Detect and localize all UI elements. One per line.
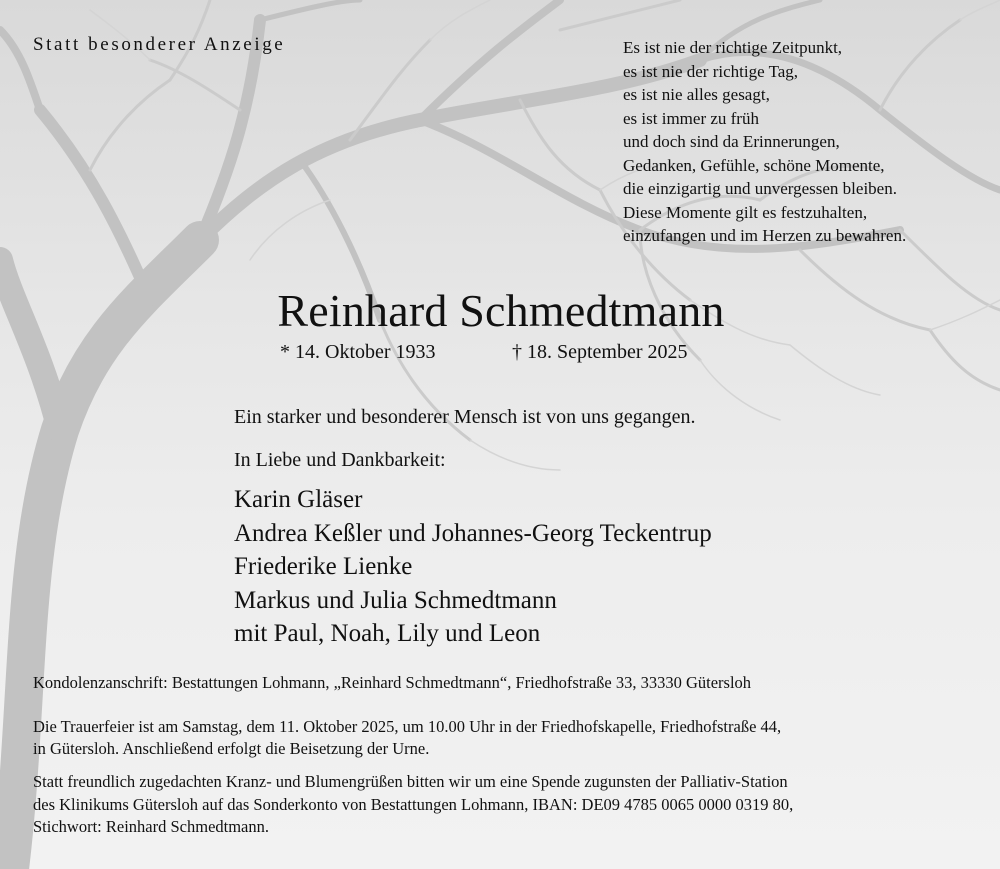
poem-line: die einzigartig und unvergessen bleiben. (623, 179, 897, 198)
memorial-statement: Ein starker und besonderer Mensch ist von uns gegangen. (234, 406, 696, 428)
family-list (234, 483, 712, 651)
poem-line: und doch sind da Erinnerungen, (623, 132, 840, 151)
funeral-line: in Gütersloh. Anschließend erfolgt die Beisetzung der Urne. (33, 738, 430, 758)
family-member: Andrea Keßler und Johannes-Georg Teckentrup (234, 519, 712, 547)
poem-line: Gedanken, Gefühle, schöne Momente, (623, 155, 885, 175)
notice-header: Statt besonderer Anzeige (33, 34, 286, 55)
family-member: mit Paul, Noah, Lily und Leon (234, 620, 541, 647)
funeral-details (33, 716, 983, 759)
poem-line: Es ist nie der richtige Zeitpunkt, (623, 38, 843, 57)
birth-date: * 14. Oktober 1933 (280, 341, 436, 363)
poem-line: es ist nie alles gesagt, (623, 85, 770, 104)
poem-line: es ist nie der richtige Tag, (623, 61, 799, 81)
donation-line: Statt freundlich zugedachten Kranz- und Blumengrüßen bitten wir um eine Spende zugunsten der Palliativ-Station (33, 772, 788, 791)
deceased-name: Reinhard Schmedtmann (277, 285, 725, 336)
death-date: † 18. September 2025 (512, 341, 688, 363)
funeral-line: Die Trauerfeier ist am Samstag, dem 11. Oktober 2025, um 10.00 Uhr in der Friedhofskapelle, Friedhofstraße 44, (33, 717, 782, 736)
family-member: Friederike Lienke (234, 553, 413, 580)
poem (623, 36, 906, 248)
family-intro: In Liebe und Dankbarkeit: (234, 449, 446, 471)
family-member: Karin Gläser (234, 486, 363, 513)
condolence-address: Kondolenzanschrift: Bestattungen Lohmann, „Reinhard Schmedtmann“, Friedhofstraße 33, 33330 Gütersloh (33, 673, 752, 692)
poem-line: es ist immer zu früh (623, 108, 759, 128)
family-member: Markus und Julia Schmedtmann (234, 586, 557, 614)
donation-request (33, 771, 983, 839)
donation-line: des Klinikums Gütersloh auf das Sonderkonto von Bestattungen Lohmann, IBAN: DE09 4785 0065 0000 0319 80, (33, 794, 794, 814)
poem-line: Diese Momente gilt es festzuhalten, (623, 202, 868, 222)
poem-line: einzufangen und im Herzen zu bewahren. (623, 226, 907, 245)
donation-line: Stichwort: Reinhard Schmedtmann. (33, 817, 270, 836)
